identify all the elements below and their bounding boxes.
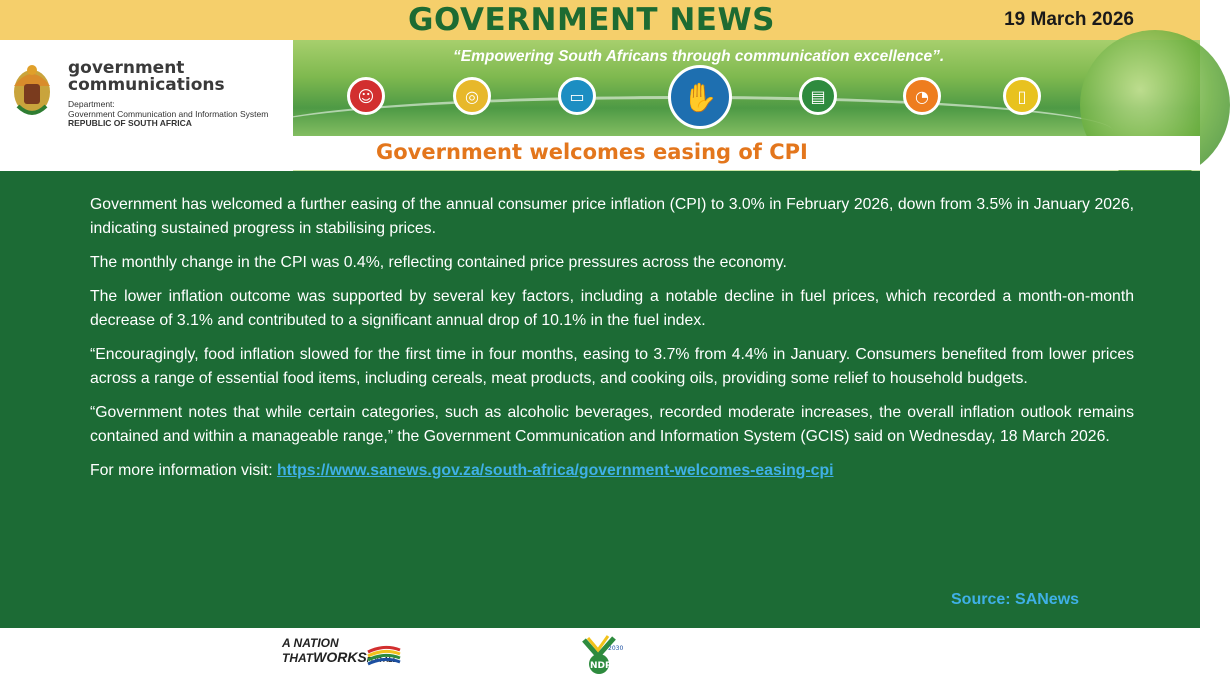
- speaker-icon: ☺: [347, 77, 385, 115]
- article-paragraph: The lower inflation outcome was supported by several key factors, including a notable decline in fuel prices, which recorded a month-on-month decrease of 3.1% and contributed to a significant annual drop of 10.1% in the fuel index.: [90, 288, 1134, 329]
- rss-icon: ◔: [903, 77, 941, 115]
- logo-dept-name: Government Communication and Information System: [68, 108, 269, 119]
- more-info-line: [90, 459, 1134, 483]
- newsletter-headline: GOVERNMENT NEWS: [408, 2, 775, 38]
- article-panel: [0, 171, 1200, 628]
- coat-of-arms-icon: [4, 56, 60, 122]
- ndp-label-text: NDP: [590, 661, 612, 671]
- newspaper-icon: ▤: [799, 77, 837, 115]
- nation-slogan-works: WORKS: [313, 649, 367, 665]
- banner-tagline: “Empowering South Africans through communication excellence”.: [453, 48, 945, 65]
- nation-slogan-line1: A NATION: [282, 636, 339, 650]
- nation-that-works-logo: [282, 636, 402, 672]
- article-paragraph: “Encouragingly, food inflation slowed for the first time in four months, easing to 3.7% from 4.4% in January. Consumers benefited from lower prices across a range of essential food items, including cereals, meat products, and cooking oils, providing some relief to household budgets.: [90, 346, 1134, 387]
- article-title: Government welcomes easing of CPI: [376, 140, 808, 164]
- article-body: [90, 193, 1134, 493]
- logo-wordmark: [68, 60, 225, 94]
- handshake-icon: ✋: [668, 65, 732, 129]
- article-paragraph: Government has welcomed a further easing of the annual consumer price inflation (CPI) to 3.0% in February 2026, down from 3.5% in January 2026, indicating sustained progress in stabilising prices.: [90, 196, 1134, 237]
- ndp-2030-logo: [578, 634, 624, 674]
- logo-country: REPUBLIC OF SOUTH AFRICA: [68, 118, 192, 128]
- article-paragraph: The monthly change in the CPI was 0.4%, reflecting contained price pressures across the economy.: [90, 254, 787, 271]
- subheading-strip: [0, 136, 1200, 170]
- logo-wordmark-line1: government: [68, 58, 185, 78]
- broadcast-icon: ◎: [453, 77, 491, 115]
- more-info-label: For more information visit:: [90, 462, 277, 479]
- publication-date: 19 March 2026: [1004, 9, 1134, 30]
- nation-slogan-forall: FOR ALL: [366, 657, 397, 664]
- logo-dept-label: Department:: [68, 99, 115, 109]
- banner: [0, 40, 1200, 171]
- logo-wordmark-line2: communications: [68, 75, 225, 95]
- sa-flag-swoosh-icon: [366, 644, 402, 670]
- title-bar: [0, 0, 1200, 40]
- more-info-link[interactable]: https://www.sanews.gov.za/south-africa/government-welcomes-easing-cpi: [276, 462, 834, 479]
- laptop-icon: ▭: [558, 77, 596, 115]
- ndp-year-text: 2030: [608, 645, 624, 652]
- footer: [0, 628, 1200, 675]
- article-paragraph: “Government notes that while certain categories, such as alcoholic beverages, recorded moderate increases, the overall inflation outlook remains contained and within a manageable range,” the Government Communication and Information System (GCIS) said on Wednesday, 18 March 2026.: [90, 404, 1134, 445]
- nation-slogan-that: THAT: [282, 651, 314, 665]
- mobile-phone-icon: ▯: [1003, 77, 1041, 115]
- source-credit: Source: SANews: [951, 591, 1080, 608]
